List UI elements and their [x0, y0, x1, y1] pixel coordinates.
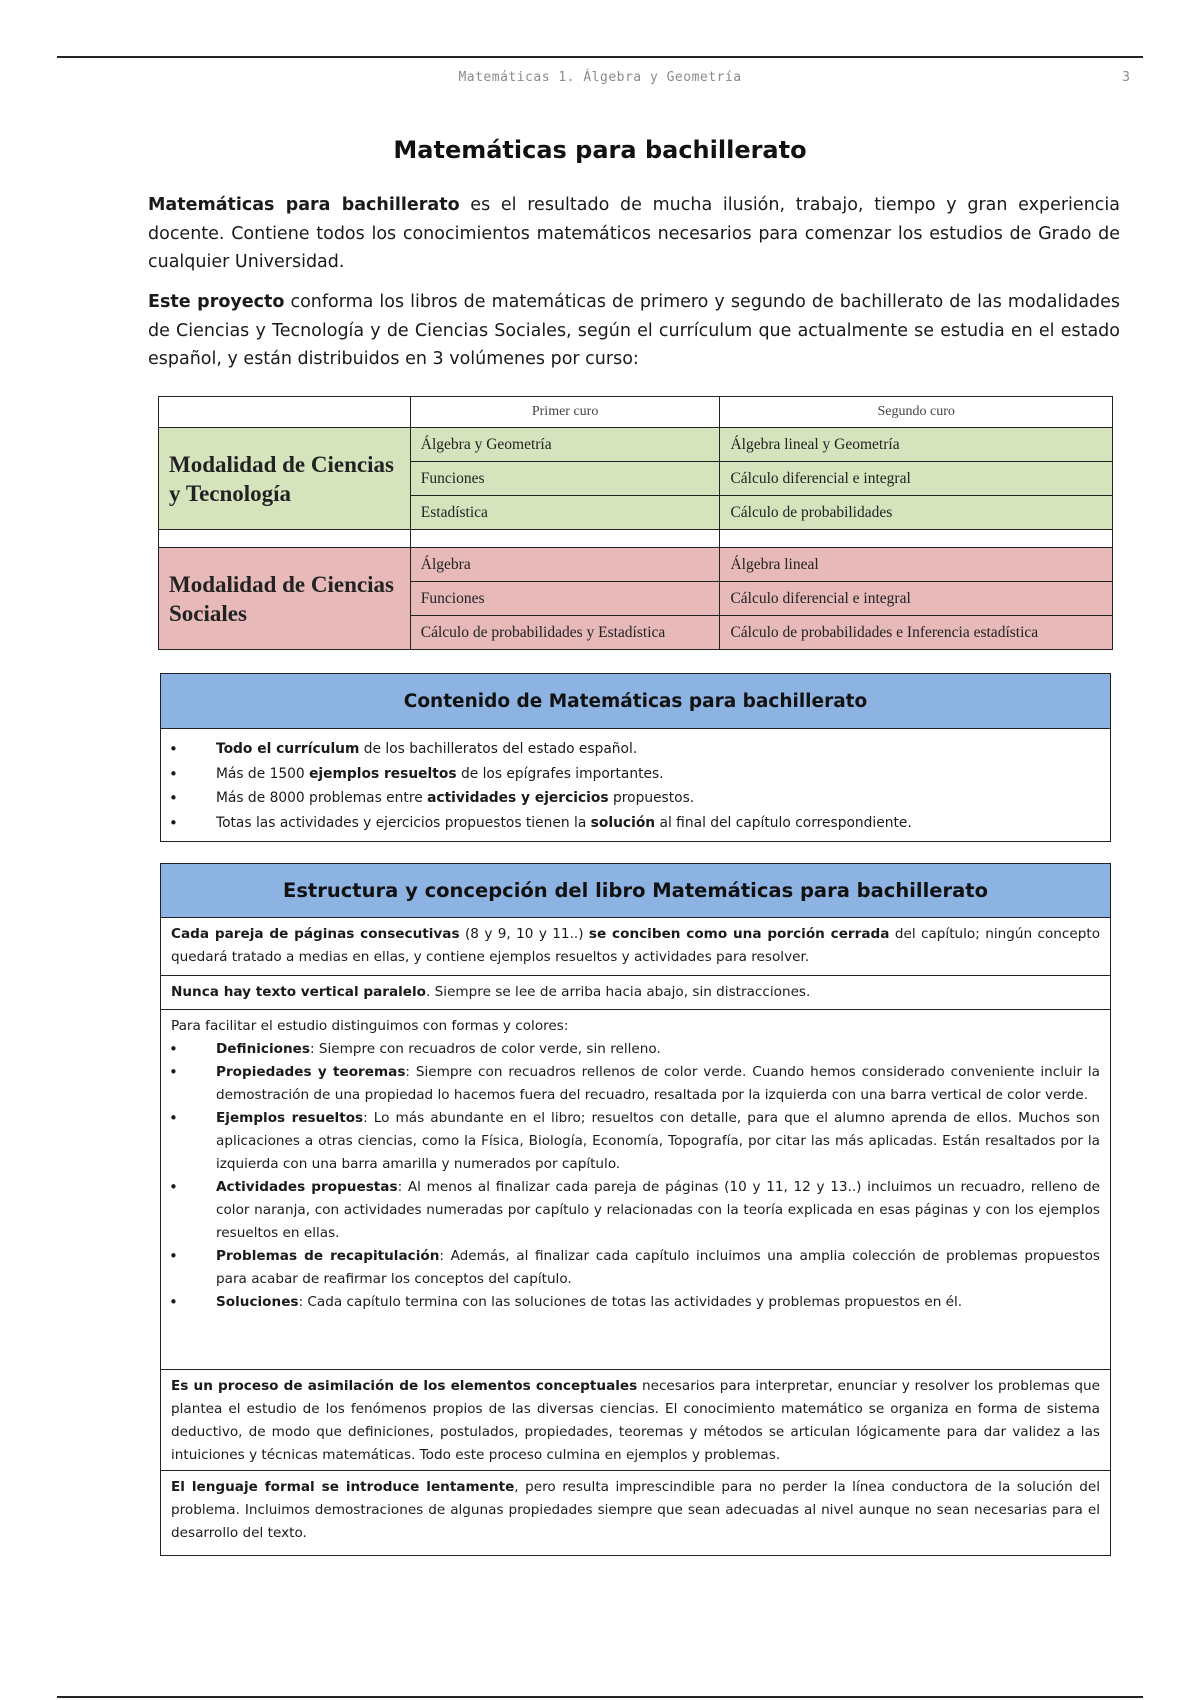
text-run: , pero resulta imprescindible para no perder la línea conductora de la solución del problema. Incluimos demostraciones de algunas propiedades siempre que sean adecuadas al nivel aunque no sean necesarias para el desarrollo del texto.: [171, 1479, 1100, 1541]
modality-ciencias-tecnologia: Modalidad de Ciencias y Tecnología: [159, 428, 411, 530]
table-cell: [720, 530, 1113, 548]
table-cell: Cálculo de probabilidades: [720, 496, 1113, 530]
text-run: necesarios para interpretar, enunciar y resolver los problemas que plantea el estudio de los fenómenos propios de las diversas ciencias. El conocimiento matemático se organiza en forma de sistema deductivo, de modo que definiciones, postulados, propiedades, teoremas y métodos se articulan lógicamente para dar validez a las intuiciones y técnicas matemáticas. Todo este proceso culmina en ejemplos y problemas.: [171, 1378, 1100, 1463]
bold-run: solución: [590, 814, 656, 831]
footer-rule: [57, 1696, 1143, 1698]
text-run: (8 y 9, 10 y 11..): [459, 926, 589, 942]
bold-run: Problemas de recapitulación: [216, 1248, 440, 1264]
list-item: [171, 1107, 1100, 1176]
list-item: [171, 1245, 1100, 1291]
list-item: [171, 1038, 1100, 1061]
modality-ciencias-sociales: Modalidad de Ciencias Sociales: [159, 548, 411, 650]
table-cell: [159, 530, 411, 548]
table-cell: Cálculo de probabilidades y Estadística: [410, 616, 720, 650]
section-asimilacion: [161, 1370, 1110, 1471]
intro-paragraph-2: [148, 288, 1120, 374]
bold-run: Ejemplos resueltos: [216, 1110, 364, 1126]
table-header-blank: [159, 397, 411, 428]
text-run: de los epígrafes importantes.: [456, 765, 664, 782]
bold-run: Actividades propuestas: [216, 1179, 398, 1195]
intro-text: conforma los libros de matemáticas de primero y segundo de bachillerato de las modalidades de Ciencias y Tecnología y de Ciencias Sociales, según el currículum que actualmente se estudia en el estado español, y están distribuidos en 3 volúmenes por curso:: [148, 292, 1121, 369]
table-cell: Cálculo diferencial e integral: [720, 462, 1113, 496]
table-cell: Álgebra: [410, 548, 720, 582]
bold-run: Cada pareja de páginas consecutivas: [171, 926, 460, 942]
text-run: : Lo más abundante en el libro; resueltos con detalle, para que el alumno aprenda de ellos. Muchos son aplicaciones a otras ciencias, como la Física, Biología, Economía, Topografía, por citar las más aplicadas. Están resaltados por la izquierda con una barra amarilla y numerados por capítulo.: [216, 1110, 1100, 1172]
list-item: [171, 1061, 1100, 1107]
running-title: Matemáticas 1. Álgebra y Geometría: [458, 70, 742, 85]
bold-run: actividades y ejercicios: [427, 790, 609, 806]
text-run: propuestos.: [608, 790, 695, 806]
list-item: [161, 737, 1110, 762]
bold-run: Es un proceso de asimilación de los elementos conceptuales: [171, 1378, 638, 1394]
list-item: [171, 1291, 1100, 1314]
intro-bold: Este proyecto: [148, 292, 285, 312]
text-run: : Siempre con recuadros de color verde, sin relleno.: [309, 1041, 661, 1057]
table-cell: Estadística: [410, 496, 720, 530]
page-number: 3: [1122, 70, 1130, 85]
text-run: : Además, al finalizar cada capítulo incluimos una amplia colección de problemas propuestos para acabar de reafirmar los conceptos del capítulo.: [216, 1248, 1100, 1287]
text-run: : Cada capítulo termina con las soluciones de totas las actividades y problemas propuestos en él.: [298, 1294, 963, 1310]
text-run: : Al menos al finalizar cada pareja de páginas (10 y 11, 12 y 13..) incluimos un recuadro, relleno de color naranja, con actividades numeradas por capítulo y relacionadas con la teoría explicada en esas páginas y con los ejemplos resueltos en ellas.: [216, 1179, 1100, 1241]
table-cell: [410, 530, 720, 548]
bold-run: El lenguaje formal se introduce lentamente: [171, 1479, 515, 1495]
table-cell: Álgebra y Geometría: [410, 428, 720, 462]
page-title: Matemáticas para bachillerato: [393, 136, 807, 164]
formas-list: [171, 1038, 1100, 1314]
text-run: de los bachilleratos del estado español.: [359, 741, 638, 757]
list-item: [171, 1176, 1100, 1245]
table-header-first-year: Primer curo: [410, 397, 720, 428]
contenido-heading: Contenido de Matemáticas para bachillerato: [161, 674, 1110, 729]
section-vertical: [161, 976, 1110, 1010]
list-item: [161, 762, 1110, 787]
contenido-list: [161, 729, 1110, 835]
table-row: [159, 428, 1113, 462]
estructura-box: [160, 863, 1111, 1556]
section-formas: [161, 1010, 1110, 1370]
bold-run: Definiciones: [216, 1041, 310, 1057]
table-cell: Álgebra lineal y Geometría: [720, 428, 1113, 462]
modalities-table: [158, 396, 1113, 650]
table-header-row: [159, 397, 1113, 428]
header-rule: [57, 56, 1143, 58]
table-row: [159, 548, 1113, 582]
text-run: Totas las actividades y ejercicios propuestos tienen la: [216, 814, 591, 831]
formas-intro: Para facilitar el estudio distinguimos con formas y colores:: [171, 1018, 569, 1034]
text-run: al final del capítulo correspondiente.: [655, 814, 912, 831]
section-paginas: [161, 918, 1110, 976]
table-cell: Álgebra lineal: [720, 548, 1113, 582]
bold-run: Nunca hay texto vertical paralelo: [171, 984, 427, 1000]
bold-run: ejemplos resueltos: [309, 765, 457, 782]
table-header-second-year: Segundo curo: [720, 397, 1113, 428]
bold-run: Propiedades y teoremas: [216, 1064, 406, 1080]
estructura-heading: Estructura y concepción del libro Matemáticas para bachillerato: [161, 864, 1110, 918]
text-run: Más de 1500: [216, 765, 310, 782]
text-run: : Siempre con recuadros rellenos de color verde. Cuando hemos considerado conveniente incluir la demostración de una propiedad lo hacemos fuera del recuadro, resaltada por la izquierda con una barra vertical de color verde.: [216, 1064, 1100, 1103]
text-run: Más de 8000 problemas entre: [216, 790, 428, 806]
table-cell: Cálculo diferencial e integral: [720, 582, 1113, 616]
text-run: . Siempre se lee de arriba hacia abajo, sin distracciones.: [426, 984, 811, 1000]
intro-bold: Matemáticas para bachillerato: [148, 195, 460, 215]
bold-run: se conciben como una porción cerrada: [588, 926, 890, 942]
table-spacer-row: [159, 530, 1113, 548]
intro-text: es el resultado de mucha ilusión, trabajo, tiempo y gran experiencia docente. Contiene todos los conocimientos matemáticos necesarios para comenzar los estudios de Grado de cualquier Universidad.: [148, 195, 1120, 272]
section-lenguaje: [161, 1471, 1110, 1553]
list-item: [161, 811, 1110, 836]
bold-run: Soluciones: [216, 1294, 299, 1310]
table-cell: Funciones: [410, 462, 720, 496]
contenido-box: [160, 673, 1111, 842]
table-cell: Cálculo de probabilidades e Inferencia estadística: [720, 616, 1113, 650]
list-item: [161, 786, 1110, 811]
bold-run: Todo el currículum: [216, 741, 360, 757]
text-run: del capítulo; ningún concepto quedará tratado a medias en ellas, y contiene ejemplos resueltos y actividades para resolver.: [171, 926, 1101, 965]
intro-paragraph-1: [148, 191, 1120, 277]
table-cell: Funciones: [410, 582, 720, 616]
